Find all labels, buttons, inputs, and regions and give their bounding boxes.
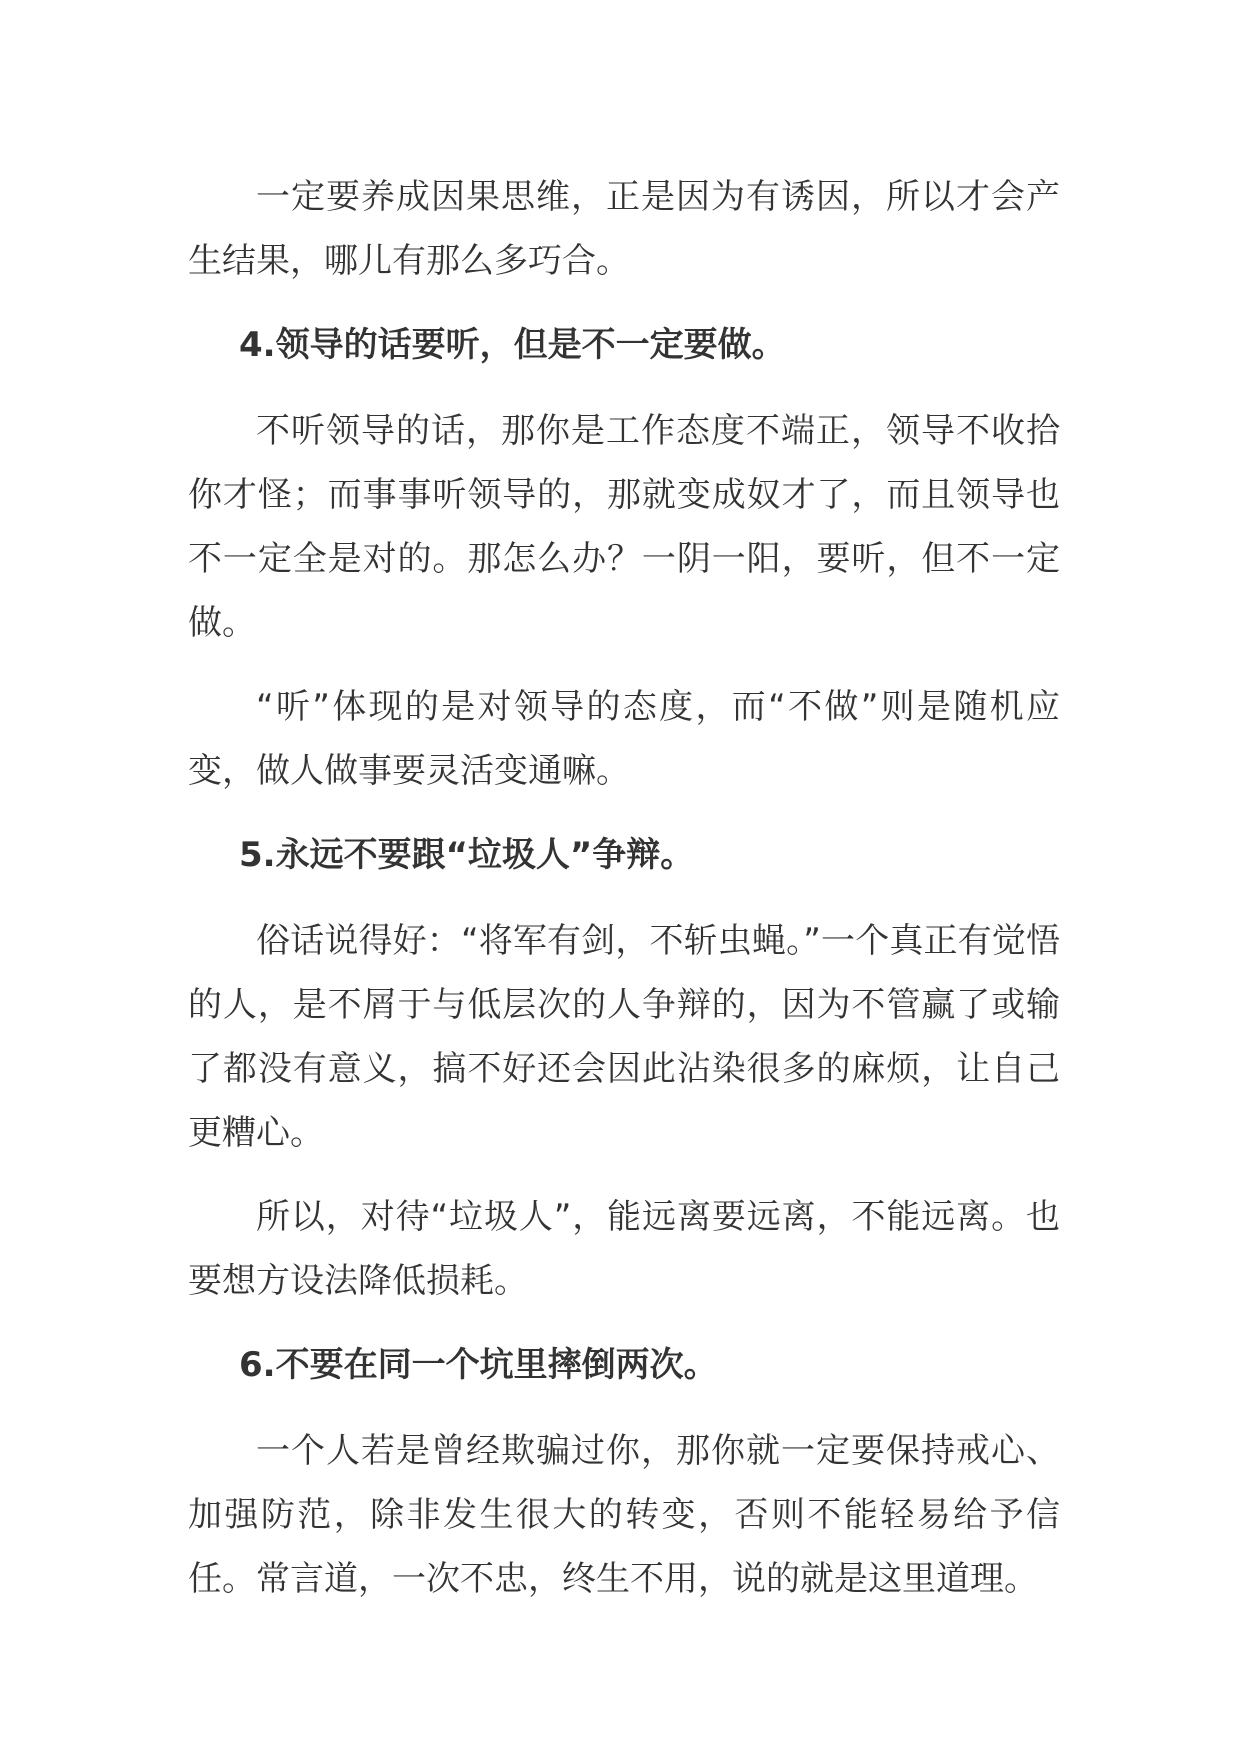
paragraph-keep-distance: 所以，对待“垃圾人”，能远离要远离，不能远离。也要想方设法降低损耗。 [188, 1197, 1060, 1301]
paragraph-causal-thinking: 一定要养成因果思维，正是因为有诱因，所以才会产生结果，哪儿有那么多巧合。 [188, 177, 1060, 281]
paragraph-listen-vs-do: “听”体现的是对领导的态度，而“不做”则是随机应变，做人做事要灵活变通嘛。 [188, 687, 1060, 791]
document-body [188, 165, 1060, 1631]
heading-section-4: 4.领导的话要听，但是不一定要做。 [239, 325, 786, 365]
paragraph-proverb: 俗话说得好：“将军有剑，不斩虫蝇。”一个真正有觉悟的人，是不屑于与低层次的人争辩的，因为不管赢了或输了都没有意义，搞不好还会因此沾染很多的麻烦，让自己更糟心。 [188, 921, 1060, 1153]
heading-section-5: 5.永远不要跟“垃圾人”争辩。 [239, 835, 695, 875]
heading-section-6: 6.不要在同一个坑里摔倒两次。 [239, 1345, 718, 1385]
paragraph-listen-to-leader: 不听领导的话，那你是工作态度不端正，领导不收拾你才怪；而事事听领导的，那就变成奴才了，而且领导也不一定全是对的。那怎么办？一阴一阳，要听，但不一定做。 [188, 411, 1060, 643]
paragraph-trust: 一个人若是曾经欺骗过你，那你就一定要保持戒心、加强防范，除非发生很大的转变，否则不能轻易给予信任。常言道，一次不忠，终生不用，说的就是这里道理。 [188, 1431, 1060, 1599]
